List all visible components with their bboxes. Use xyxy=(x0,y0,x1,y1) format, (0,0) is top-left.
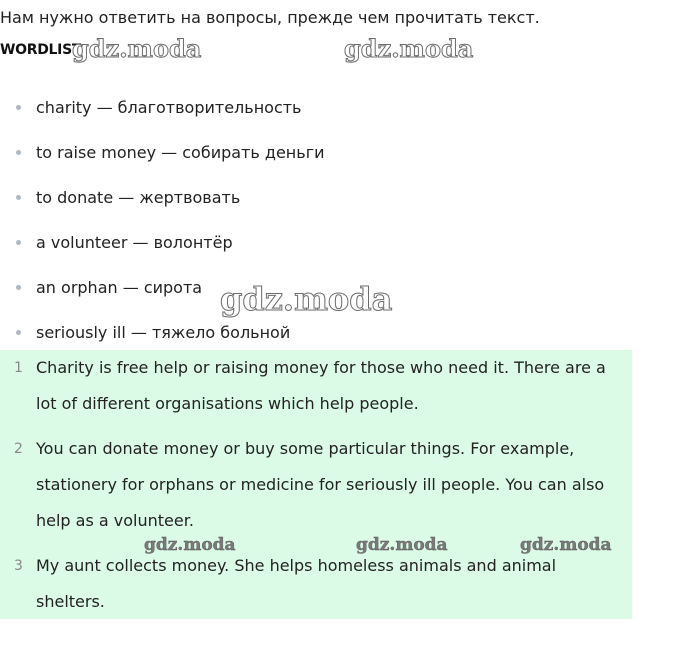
list-item xyxy=(0,220,325,265)
answer-line: You can donate money or buy some particular things. For example, xyxy=(36,439,575,458)
watermark: gdz.moda xyxy=(220,280,393,318)
list-item xyxy=(0,85,325,130)
bullet-icon xyxy=(16,330,21,335)
watermark: gdz.moda xyxy=(144,535,236,555)
watermark: gdz.moda xyxy=(344,34,474,63)
bullet-icon xyxy=(16,195,21,200)
watermark: gdz.moda xyxy=(356,535,448,555)
answer-number: 2 xyxy=(14,441,23,457)
wordlist-entry: seriously ill — тяжело больной xyxy=(36,323,291,342)
wordlist-entry: charity — благотворительность xyxy=(36,98,302,117)
intro-text: Нам нужно ответить на вопросы, прежде чем прочитать текст. xyxy=(0,8,540,27)
wordlist-entry: an orphan — сирота xyxy=(36,278,203,297)
watermark: gdz.moda xyxy=(72,34,202,63)
answer-line: My aunt collects money. She helps homeless animals and animal xyxy=(36,556,557,575)
wordlist xyxy=(0,85,325,355)
bullet-icon xyxy=(16,150,21,155)
answer-line: shelters. xyxy=(36,592,105,611)
answer-line: Charity is free help or raising money for those who need it. There are a xyxy=(36,358,606,377)
answer-line: lot of different organisations which help people. xyxy=(36,394,419,413)
watermark: gdz.moda xyxy=(520,535,612,555)
wordlist-entry: a volunteer — волонтёр xyxy=(36,233,233,252)
answers-panel xyxy=(0,350,632,619)
list-item xyxy=(0,310,325,355)
wordlist-heading: WORDLIST xyxy=(0,42,82,58)
bullet-icon xyxy=(16,105,21,110)
answer-line: stationery for orphans or medicine for seriously ill people. You can also xyxy=(36,475,605,494)
answer-number: 3 xyxy=(14,558,23,574)
wordlist-entry: to raise money — собирать деньги xyxy=(36,143,325,162)
bullet-icon xyxy=(16,240,21,245)
wordlist-entry: to donate — жертвовать xyxy=(36,188,241,207)
list-item xyxy=(0,130,325,175)
list-item xyxy=(0,265,325,310)
answer-number: 1 xyxy=(14,360,23,376)
answer-line: help as a volunteer. xyxy=(36,511,194,530)
bullet-icon xyxy=(16,285,21,290)
list-item xyxy=(0,175,325,220)
